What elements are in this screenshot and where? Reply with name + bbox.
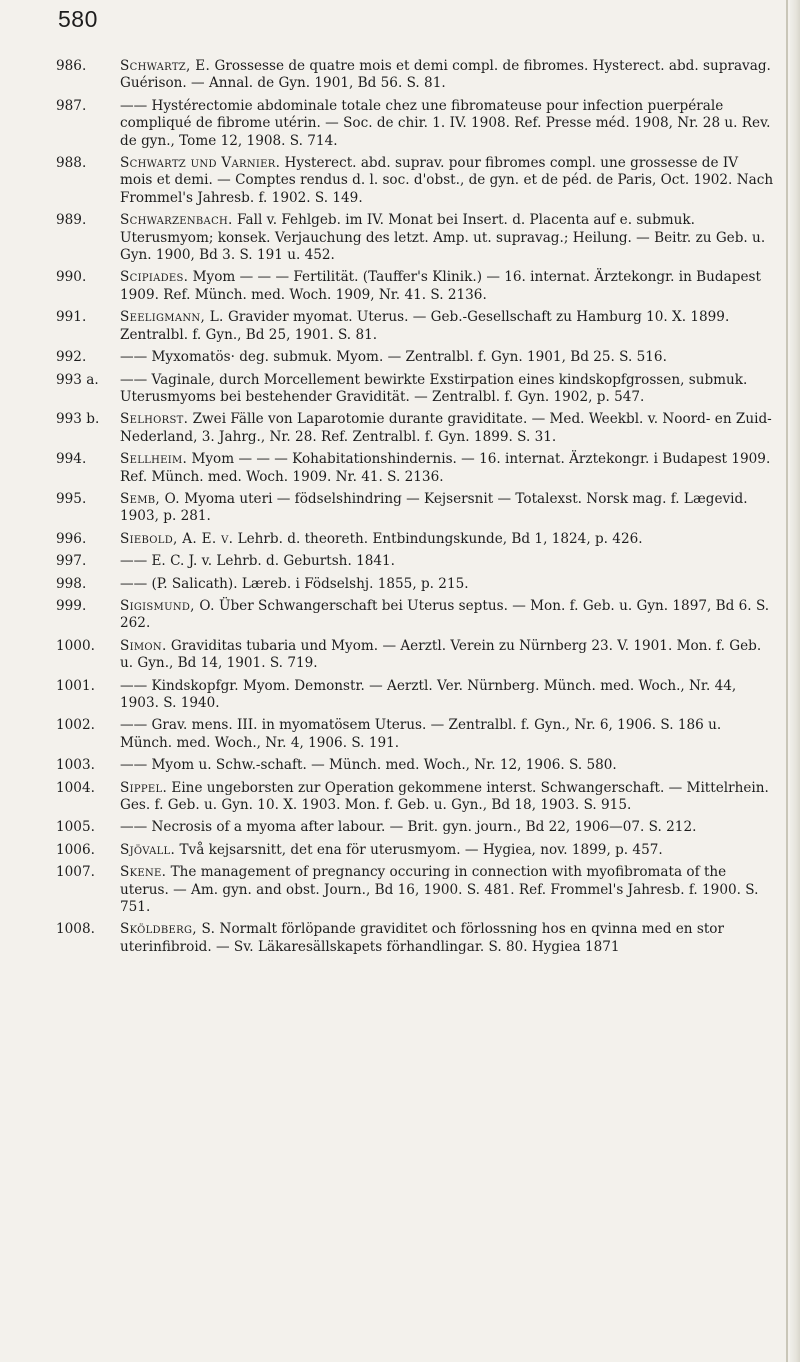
bibliography-entry (56, 864, 780, 916)
entry-citation: Hysterect. abd. suprav. pour fibromes compl. une grossesse de IV mois et demi. — Comptes rendus d. l. soc. d'obst., de gyn. et de péd. de Paris, Oct. 1902. Nach Frommel's Jahresb. f. 1902. S. 149. (120, 155, 774, 206)
entry-text (120, 372, 780, 407)
entry-citation: —— Grav. mens. III. in myomatösem Uterus. — Zentralbl. f. Gyn., Nr. 6, 1906. S. 186 u. Münch. med. Woch., Nr. 4, 1906. S. 191. (120, 717, 722, 751)
entry-number: 991. (56, 309, 87, 326)
entry-text (120, 678, 780, 713)
entry-author: Sigismund, O. (120, 597, 215, 614)
bibliography-entry (56, 212, 780, 264)
bibliography-entry (56, 531, 780, 548)
bibliography-entry (56, 921, 780, 956)
entry-number: 1008. (56, 921, 95, 938)
bibliography-entry (56, 269, 780, 304)
entry-number: 994. (56, 451, 87, 468)
entry-text (120, 717, 780, 752)
entry-text (120, 819, 780, 836)
bibliography-entry (56, 58, 780, 93)
entry-citation: Lehrb. d. theoreth. Entbindungskunde, Bd 1, 1824, p. 426. (233, 530, 643, 547)
bibliography-entry (56, 638, 780, 673)
entry-text (120, 212, 780, 264)
entry-number: 1002. (56, 717, 95, 734)
entry-author: Schwartz, E. (120, 58, 211, 74)
entry-text (120, 864, 780, 916)
bibliography-entry (56, 98, 780, 150)
entry-citation: Über Schwangerschaft bei Uterus septus. — Mon. f. Geb. u. Gyn. 1897, Bd 6. S. 262. (120, 597, 770, 632)
entry-number: 1000. (56, 637, 95, 654)
entry-text (120, 598, 780, 633)
entry-citation: —— Hystérectomie abdominale totale chez une fibromateuse pour infection puerpérale compliqué de fibrome utérin. — Soc. de chir. 1. IV. 1908. Ref. Presse méd. 1908, Nr. 28 u. Rev. de gyn., Tome 12, 1908. S. 714. (120, 97, 771, 149)
entry-citation: Myom — — — Fertilität. (Tauffer's Klinik.) — 16. internat. Ärztekongr. in Budapest 1909. Ref. Münch. med. Woch. 1909, Nr. 41. S. 2136. (120, 269, 761, 303)
entry-number: 988. (56, 155, 87, 172)
bibliography-entry (56, 451, 780, 486)
entry-author: Siebold, A. E. v. (120, 530, 234, 547)
entry-author: Semb, O. (120, 490, 180, 507)
entry-author: Sellheim. (120, 451, 188, 468)
bibliography-entry (56, 309, 780, 344)
entry-author: Schwartz und Varnier. (120, 155, 281, 172)
entry-citation: Fall v. Fehlgeb. im IV. Monat bei Insert. d. Placenta auf e. submuk. Uterusmyom; konsek. Verjauchung des letzt. Amp. ut. supravag.; Heilung. — Beitr. zu Geb. u. Gyn. 1900, Bd 3. S. 191 u. 452. (120, 212, 766, 264)
bibliography-entry (56, 411, 780, 446)
entry-citation: The management of pregnancy occuring in connection with myofibromata of the uterus. — Am. gyn. and obst. Journ., Bd 16, 1900. S. 481. Ref. Frommel's Jahresb. f. 1900. S. 751. (120, 864, 759, 916)
bibliography-entry (56, 491, 780, 526)
entry-number: 996. (56, 530, 87, 547)
bibliography-entry (56, 819, 780, 836)
entry-citation: Grossesse de quatre mois et demi compl. de fibromes. Hysterect. abd. supravag. Guérison. — Annal. de Gyn. 1901, Bd 56. S. 81. (120, 58, 771, 92)
entry-citation: Myoma uteri — födselshindring — Kejsersnit — Totalexst. Norsk mag. f. Lægevid. 1903, p. 281. (120, 490, 748, 525)
page-edge (790, 0, 800, 1362)
bibliography-entry (56, 678, 780, 713)
bibliography-entry (56, 757, 780, 774)
entry-number: 1004. (56, 779, 95, 796)
entry-text (120, 349, 780, 366)
entry-citation: Normalt förlöpande graviditet och förlossning hos en qvinna med en stor uterinfibroid. — Sv. Läkaresällskapets förhandlingar. S. 80. Hygiea 1871 (120, 921, 724, 955)
entry-text (120, 269, 780, 304)
entry-text (120, 757, 780, 774)
entry-citation: —— Myxomatös· deg. submuk. Myom. — Zentralbl. f. Gyn. 1901, Bd 25. S. 516. (120, 349, 667, 366)
bibliography-entry (56, 842, 780, 859)
bibliography-entry (56, 576, 780, 593)
entry-author: Scipiades. (120, 269, 189, 286)
bibliography-entry (56, 717, 780, 752)
entry-number: 993 a. (56, 371, 99, 388)
bibliography-entry (56, 780, 780, 815)
entry-author: Skene. (120, 864, 167, 881)
entry-number: 998. (56, 575, 87, 592)
entry-text (120, 921, 780, 956)
entry-number: 999. (56, 597, 87, 614)
entry-citation: Eine ungeborsten zur Operation gekommene interst. Schwangerschaft. — Mittelrhein. Ges. f. Geb. u. Gyn. 10. X. 1903. Mon. f. Geb. u. Gyn., Bd 18, 1903. S. 915. (120, 779, 769, 814)
bibliography-entry (56, 598, 780, 633)
entry-number: 993 b. (56, 411, 100, 428)
entry-author: Seeligmann, L. (120, 309, 224, 326)
entry-citation: Myom — — — Kohabitationshindernis. — 16. internat. Ärztekongr. i Budapest 1909. Ref. Münch. med. Woch. 1909. Nr. 41. S. 2136. (120, 451, 771, 485)
entry-citation: Gravider myomat. Uterus. — Geb.-Gesellschaft zu Hamburg 10. X. 1899. Zentralbl. f. Gyn., Bd 25, 1901. S. 81. (120, 309, 730, 343)
bibliography-entry (56, 155, 780, 207)
entry-text (120, 411, 780, 446)
bibliography-entry (56, 372, 780, 407)
entry-citation: —— Myom u. Schw.-schaft. — Münch. med. Woch., Nr. 12, 1906. S. 580. (120, 757, 617, 774)
entry-text (120, 780, 780, 815)
bibliography-entry (56, 349, 780, 366)
bibliography-entry (56, 553, 780, 570)
entry-author: Selhorst. (120, 411, 189, 428)
entry-citation: Zwei Fälle von Laparotomie durante graviditate. — Med. Weekbl. v. Noord- en Zuid-Nederland, 3. Jahrg., Nr. 28. Ref. Zentralbl. f. Gyn. 1899. S. 31. (120, 411, 772, 445)
entry-number: 1006. (56, 841, 95, 858)
entry-text (120, 553, 780, 570)
entry-citation: —— Vaginale, durch Morcellement bewirkte Exstirpation eines kindskopfgrossen, submuk. Uterusmyoms bei bestehender Gravidität. — Zentralbl. f. Gyn. 1902, p. 547. (120, 371, 748, 405)
entry-author: Simon. (120, 637, 167, 654)
entry-citation: Graviditas tubaria und Myom. — Aerztl. Verein zu Nürnberg 23. V. 1901. Mon. f. Geb. u. Gyn., Bd 14, 1901. S. 719. (120, 637, 762, 672)
bibliography-list (56, 58, 780, 961)
entry-number: 992. (56, 349, 87, 366)
entry-citation: Två kejsarsnitt, det ena för uterusmyom. — Hygiea, nov. 1899, p. 457. (175, 841, 663, 858)
entry-number: 1001. (56, 677, 95, 694)
entry-author: Schwarzenbach. (120, 212, 233, 229)
entry-text (120, 638, 780, 673)
entry-number: 987. (56, 97, 87, 114)
entry-text (120, 309, 780, 344)
entry-citation: —— Kindskopfgr. Myom. Demonstr. — Aerztl. Ver. Nürnberg. Münch. med. Woch., Nr. 44, 1903. S. 1940. (120, 677, 737, 711)
entry-text (120, 58, 780, 93)
entry-number: 1005. (56, 819, 95, 836)
entry-text (120, 155, 780, 207)
page-number: 580 (58, 6, 98, 32)
entry-text (120, 451, 780, 486)
entry-author: Sköldberg, S. (120, 921, 216, 938)
entry-text (120, 842, 780, 859)
entry-number: 1007. (56, 864, 95, 881)
entry-text (120, 491, 780, 526)
entry-citation: —— (P. Salicath). Læreb. i Födselshj. 1855, p. 215. (120, 575, 469, 592)
entry-text (120, 531, 780, 548)
entry-citation: —— E. C. J. v. Lehrb. d. Geburtsh. 1841. (120, 553, 395, 570)
entry-number: 986. (56, 58, 87, 74)
entry-text (120, 98, 780, 150)
entry-number: 989. (56, 212, 87, 229)
entry-number: 997. (56, 553, 87, 570)
page-edge-line (786, 0, 788, 1362)
entry-number: 1003. (56, 757, 95, 774)
entry-citation: —— Necrosis of a myoma after labour. — Brit. gyn. journ., Bd 22, 1906—07. S. 212. (120, 819, 697, 836)
entry-text (120, 576, 780, 593)
entry-number: 995. (56, 490, 87, 507)
entry-author: Sjövall. (120, 841, 176, 858)
entry-number: 990. (56, 269, 87, 286)
entry-author: Sippel. (120, 779, 168, 796)
